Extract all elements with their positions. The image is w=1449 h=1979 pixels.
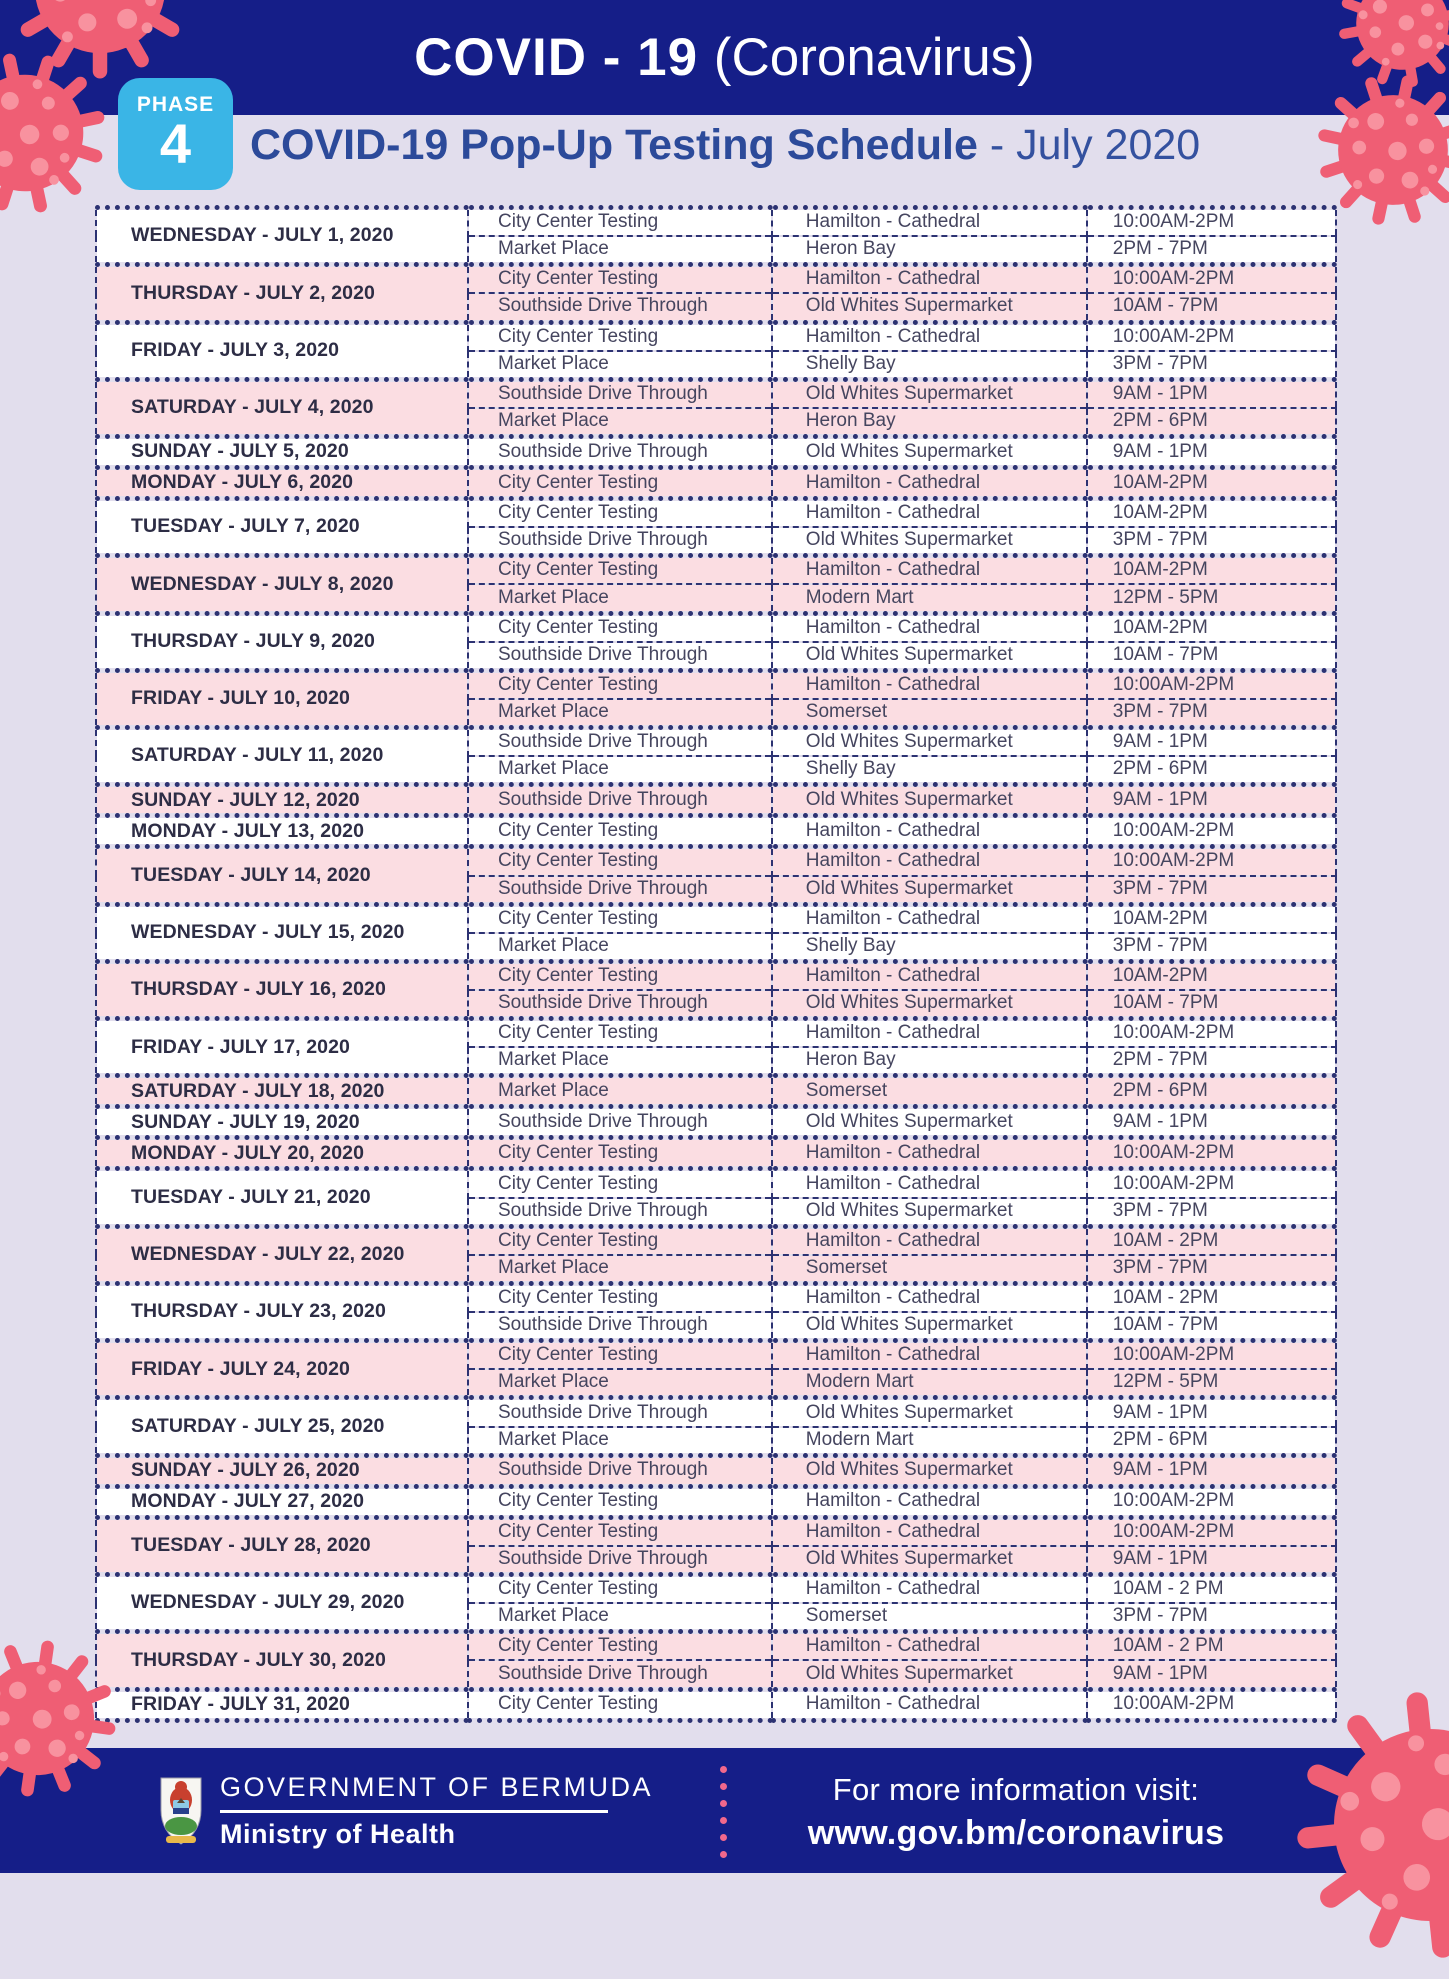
site-cell: Market Place: [468, 351, 772, 380]
site-cell: City Center Testing: [468, 670, 772, 699]
schedule-row: [96, 904, 1336, 933]
site-cell: Market Place: [468, 1603, 772, 1632]
site-cell: Southside Drive Through: [468, 437, 772, 468]
location-cell: Somerset: [772, 699, 1087, 728]
site-cell: Southside Drive Through: [468, 990, 772, 1019]
time-cell: 3PM - 7PM: [1087, 1603, 1336, 1632]
site-cell: Southside Drive Through: [468, 379, 772, 408]
schedule-row: [96, 322, 1336, 351]
site-cell: City Center Testing: [468, 1283, 772, 1312]
location-cell: Old Whites Supermarket: [772, 1455, 1087, 1486]
site-cell: Southside Drive Through: [468, 1455, 772, 1486]
location-cell: Modern Mart: [772, 584, 1087, 613]
time-cell: 9AM - 1PM: [1087, 437, 1336, 468]
date-cell: SATURDAY - JULY 4, 2020: [96, 379, 468, 436]
site-cell: City Center Testing: [468, 1138, 772, 1169]
site-cell: City Center Testing: [468, 556, 772, 585]
schedule-row: [96, 265, 1336, 294]
site-cell: City Center Testing: [468, 1019, 772, 1048]
time-cell: 3PM - 7PM: [1087, 876, 1336, 905]
time-cell: 10:00AM-2PM: [1087, 1689, 1336, 1720]
site-cell: Southside Drive Through: [468, 1398, 772, 1427]
schedule-title-period: - July 2020: [989, 121, 1201, 169]
location-cell: Old Whites Supermarket: [772, 1107, 1087, 1138]
date-cell: TUESDAY - JULY 21, 2020: [96, 1169, 468, 1226]
location-cell: Old Whites Supermarket: [772, 876, 1087, 905]
time-cell: 10:00AM-2PM: [1087, 208, 1336, 237]
time-cell: 2PM - 6PM: [1087, 1076, 1336, 1107]
site-cell: Market Place: [468, 584, 772, 613]
location-cell: Hamilton - Cathedral: [772, 1341, 1087, 1370]
date-cell: WEDNESDAY - JULY 22, 2020: [96, 1226, 468, 1283]
date-cell: SUNDAY - JULY 26, 2020: [96, 1455, 468, 1486]
time-cell: 10AM - 2 PM: [1087, 1575, 1336, 1604]
info-block: [760, 1772, 1272, 1853]
dotted-separator: [719, 1766, 727, 1858]
phase-label: PHASE: [136, 93, 215, 117]
schedule-row: [96, 208, 1336, 237]
schedule-row: [96, 379, 1336, 408]
schedule-row: [96, 437, 1336, 468]
date-cell: WEDNESDAY - JULY 8, 2020: [96, 556, 468, 613]
title-main: COVID - 19: [414, 28, 699, 87]
schedule-row: [96, 1575, 1336, 1604]
time-cell: 10AM - 7PM: [1087, 1312, 1336, 1341]
location-cell: Heron Bay: [772, 408, 1087, 437]
date-cell: FRIDAY - JULY 24, 2020: [96, 1341, 468, 1398]
location-cell: Hamilton - Cathedral: [772, 1689, 1087, 1720]
time-cell: 9AM - 1PM: [1087, 379, 1336, 408]
date-cell: TUESDAY - JULY 7, 2020: [96, 499, 468, 556]
site-cell: Southside Drive Through: [468, 1660, 772, 1689]
schedule-row: [96, 499, 1336, 528]
schedule-row: [96, 556, 1336, 585]
time-cell: 10AM-2PM: [1087, 556, 1336, 585]
time-cell: 9AM - 1PM: [1087, 1398, 1336, 1427]
date-cell: MONDAY - JULY 27, 2020: [96, 1486, 468, 1517]
schedule-title-main: COVID-19 Pop-Up Testing Schedule: [250, 121, 978, 169]
site-cell: City Center Testing: [468, 499, 772, 528]
info-url: www.gov.bm/coronavirus: [807, 1814, 1225, 1852]
date-cell: MONDAY - JULY 13, 2020: [96, 816, 468, 847]
date-cell: THURSDAY - JULY 2, 2020: [96, 265, 468, 322]
schedule-row: [96, 1019, 1336, 1048]
location-cell: Old Whites Supermarket: [772, 1546, 1087, 1575]
site-cell: City Center Testing: [468, 613, 772, 642]
schedule-row: [96, 670, 1336, 699]
location-cell: Hamilton - Cathedral: [772, 1169, 1087, 1198]
location-cell: Old Whites Supermarket: [772, 437, 1087, 468]
location-cell: Hamilton - Cathedral: [772, 499, 1087, 528]
site-cell: Southside Drive Through: [468, 1107, 772, 1138]
time-cell: 2PM - 6PM: [1087, 408, 1336, 437]
site-cell: City Center Testing: [468, 904, 772, 933]
time-cell: 2PM - 6PM: [1087, 1427, 1336, 1456]
time-cell: 10:00AM-2PM: [1087, 322, 1336, 351]
time-cell: 9AM - 1PM: [1087, 1660, 1336, 1689]
time-cell: 3PM - 7PM: [1087, 1255, 1336, 1284]
phase-number: 4: [159, 112, 192, 176]
schedule-row: [96, 1076, 1336, 1107]
ministry-name: Ministry of Health: [220, 1818, 456, 1849]
schedule-body: [96, 208, 1336, 1721]
date-cell: TUESDAY - JULY 14, 2020: [96, 847, 468, 904]
location-cell: Hamilton - Cathedral: [772, 816, 1087, 847]
location-cell: Hamilton - Cathedral: [772, 670, 1087, 699]
site-cell: Southside Drive Through: [468, 876, 772, 905]
time-cell: 10:00AM-2PM: [1087, 847, 1336, 876]
time-cell: 10:00AM-2PM: [1087, 816, 1336, 847]
date-cell: SATURDAY - JULY 18, 2020: [96, 1076, 468, 1107]
title-sub: (Coronavirus): [713, 28, 1035, 87]
page-title: [414, 27, 1035, 88]
time-cell: 10:00AM-2PM: [1087, 670, 1336, 699]
date-cell: SATURDAY - JULY 11, 2020: [96, 728, 468, 785]
site-cell: Southside Drive Through: [468, 728, 772, 757]
time-cell: 10AM-2PM: [1087, 961, 1336, 990]
location-cell: Hamilton - Cathedral: [772, 322, 1087, 351]
site-cell: City Center Testing: [468, 468, 772, 499]
location-cell: Old Whites Supermarket: [772, 379, 1087, 408]
time-cell: 10AM-2PM: [1087, 468, 1336, 499]
footer-divider: [220, 1810, 608, 1813]
site-cell: City Center Testing: [468, 1575, 772, 1604]
site-cell: Southside Drive Through: [468, 1546, 772, 1575]
location-cell: Old Whites Supermarket: [772, 1198, 1087, 1227]
location-cell: Hamilton - Cathedral: [772, 1486, 1087, 1517]
time-cell: 3PM - 7PM: [1087, 527, 1336, 556]
location-cell: Hamilton - Cathedral: [772, 847, 1087, 876]
date-cell: THURSDAY - JULY 30, 2020: [96, 1632, 468, 1689]
location-cell: Hamilton - Cathedral: [772, 1575, 1087, 1604]
schedule-row: [96, 1226, 1336, 1255]
schedule-row: [96, 1283, 1336, 1312]
location-cell: Old Whites Supermarket: [772, 1660, 1087, 1689]
time-cell: 10AM - 2PM: [1087, 1283, 1336, 1312]
time-cell: 10:00AM-2PM: [1087, 265, 1336, 294]
location-cell: Old Whites Supermarket: [772, 990, 1087, 1019]
time-cell: 9AM - 1PM: [1087, 1107, 1336, 1138]
date-cell: THURSDAY - JULY 9, 2020: [96, 613, 468, 670]
time-cell: 9AM - 1PM: [1087, 785, 1336, 816]
location-cell: Old Whites Supermarket: [772, 527, 1087, 556]
site-cell: Market Place: [468, 408, 772, 437]
site-cell: City Center Testing: [468, 1169, 772, 1198]
site-cell: Market Place: [468, 236, 772, 265]
date-cell: FRIDAY - JULY 31, 2020: [96, 1689, 468, 1720]
location-cell: Somerset: [772, 1603, 1087, 1632]
site-cell: Southside Drive Through: [468, 1198, 772, 1227]
time-cell: 10AM - 2PM: [1087, 1226, 1336, 1255]
info-prefix: For more information visit:: [832, 1772, 1200, 1807]
location-cell: Old Whites Supermarket: [772, 1398, 1087, 1427]
location-cell: Shelly Bay: [772, 756, 1087, 785]
site-cell: City Center Testing: [468, 816, 772, 847]
location-cell: Hamilton - Cathedral: [772, 1283, 1087, 1312]
location-cell: Hamilton - Cathedral: [772, 1226, 1087, 1255]
date-cell: SUNDAY - JULY 19, 2020: [96, 1107, 468, 1138]
site-cell: City Center Testing: [468, 1341, 772, 1370]
location-cell: Shelly Bay: [772, 351, 1087, 380]
site-cell: Market Place: [468, 1427, 772, 1456]
government-name: GOVERNMENT OF BERMUDA: [220, 1771, 654, 1802]
schedule-row: [96, 961, 1336, 990]
time-cell: 2PM - 7PM: [1087, 236, 1336, 265]
time-cell: 10AM-2PM: [1087, 499, 1336, 528]
time-cell: 10:00AM-2PM: [1087, 1517, 1336, 1546]
schedule-row: [96, 1341, 1336, 1370]
phase-badge: [118, 78, 233, 190]
location-cell: Hamilton - Cathedral: [772, 265, 1087, 294]
site-cell: Market Place: [468, 1076, 772, 1107]
site-cell: Southside Drive Through: [468, 642, 772, 671]
schedule-row: [96, 1486, 1336, 1517]
location-cell: Heron Bay: [772, 1047, 1087, 1076]
time-cell: 3PM - 7PM: [1087, 933, 1336, 962]
footer-band: [0, 1748, 1449, 1873]
date-cell: SUNDAY - JULY 12, 2020: [96, 785, 468, 816]
location-cell: Modern Mart: [772, 1369, 1087, 1398]
date-cell: WEDNESDAY - JULY 1, 2020: [96, 208, 468, 265]
schedule-row: [96, 816, 1336, 847]
time-cell: 3PM - 7PM: [1087, 699, 1336, 728]
site-cell: City Center Testing: [468, 961, 772, 990]
site-cell: Market Place: [468, 1047, 772, 1076]
time-cell: 3PM - 7PM: [1087, 1198, 1336, 1227]
site-cell: Market Place: [468, 1369, 772, 1398]
schedule-row: [96, 1398, 1336, 1427]
schedule-row: [96, 1689, 1336, 1720]
schedule-row: [96, 1455, 1336, 1486]
schedule-row: [96, 613, 1336, 642]
site-cell: City Center Testing: [468, 265, 772, 294]
site-cell: City Center Testing: [468, 1632, 772, 1661]
schedule-table: [95, 205, 1337, 1723]
date-cell: SATURDAY - JULY 25, 2020: [96, 1398, 468, 1455]
time-cell: 9AM - 1PM: [1087, 1455, 1336, 1486]
location-cell: Old Whites Supermarket: [772, 785, 1087, 816]
location-cell: Old Whites Supermarket: [772, 642, 1087, 671]
time-cell: 10AM - 7PM: [1087, 293, 1336, 322]
government-block: [158, 1748, 653, 1873]
time-cell: 10AM - 7PM: [1087, 990, 1336, 1019]
schedule-row: [96, 785, 1336, 816]
time-cell: 10AM - 7PM: [1087, 642, 1336, 671]
date-cell: FRIDAY - JULY 17, 2020: [96, 1019, 468, 1076]
date-cell: THURSDAY - JULY 23, 2020: [96, 1283, 468, 1340]
schedule-row: [96, 1517, 1336, 1546]
location-cell: Hamilton - Cathedral: [772, 1632, 1087, 1661]
time-cell: 10:00AM-2PM: [1087, 1019, 1336, 1048]
site-cell: City Center Testing: [468, 847, 772, 876]
schedule-title: [250, 121, 1200, 170]
bermuda-coat-of-arms-icon: [158, 1776, 204, 1846]
site-cell: Southside Drive Through: [468, 1312, 772, 1341]
site-cell: City Center Testing: [468, 1486, 772, 1517]
date-cell: FRIDAY - JULY 10, 2020: [96, 670, 468, 727]
location-cell: Hamilton - Cathedral: [772, 556, 1087, 585]
site-cell: Market Place: [468, 1255, 772, 1284]
date-cell: SUNDAY - JULY 5, 2020: [96, 437, 468, 468]
location-cell: Hamilton - Cathedral: [772, 208, 1087, 237]
location-cell: Hamilton - Cathedral: [772, 1517, 1087, 1546]
date-cell: TUESDAY - JULY 28, 2020: [96, 1517, 468, 1574]
location-cell: Hamilton - Cathedral: [772, 961, 1087, 990]
time-cell: 3PM - 7PM: [1087, 351, 1336, 380]
location-cell: Shelly Bay: [772, 933, 1087, 962]
site-cell: City Center Testing: [468, 208, 772, 237]
location-cell: Hamilton - Cathedral: [772, 904, 1087, 933]
time-cell: 10AM - 2 PM: [1087, 1632, 1336, 1661]
location-cell: Hamilton - Cathedral: [772, 1138, 1087, 1169]
time-cell: 2PM - 7PM: [1087, 1047, 1336, 1076]
date-cell: FRIDAY - JULY 3, 2020: [96, 322, 468, 379]
location-cell: Somerset: [772, 1076, 1087, 1107]
government-text: [220, 1772, 653, 1850]
schedule-row: [96, 468, 1336, 499]
site-cell: City Center Testing: [468, 1517, 772, 1546]
schedule-row: [96, 1107, 1336, 1138]
date-cell: THURSDAY - JULY 16, 2020: [96, 961, 468, 1018]
site-cell: Market Place: [468, 756, 772, 785]
time-cell: 9AM - 1PM: [1087, 1546, 1336, 1575]
time-cell: 2PM - 6PM: [1087, 756, 1336, 785]
location-cell: Old Whites Supermarket: [772, 1312, 1087, 1341]
time-cell: 10AM-2PM: [1087, 904, 1336, 933]
location-cell: Modern Mart: [772, 1427, 1087, 1456]
schedule-row: [96, 728, 1336, 757]
site-cell: City Center Testing: [468, 1226, 772, 1255]
site-cell: City Center Testing: [468, 322, 772, 351]
location-cell: Old Whites Supermarket: [772, 293, 1087, 322]
site-cell: Market Place: [468, 933, 772, 962]
time-cell: 10:00AM-2PM: [1087, 1486, 1336, 1517]
schedule-row: [96, 1169, 1336, 1198]
date-cell: MONDAY - JULY 20, 2020: [96, 1138, 468, 1169]
schedule-row: [96, 1138, 1336, 1169]
time-cell: 12PM - 5PM: [1087, 1369, 1336, 1398]
time-cell: 10:00AM-2PM: [1087, 1341, 1336, 1370]
schedule-table-wrap: [95, 205, 1337, 1723]
location-cell: Hamilton - Cathedral: [772, 1019, 1087, 1048]
site-cell: Southside Drive Through: [468, 527, 772, 556]
date-cell: WEDNESDAY - JULY 15, 2020: [96, 904, 468, 961]
schedule-row: [96, 847, 1336, 876]
site-cell: Southside Drive Through: [468, 785, 772, 816]
schedule-row: [96, 1632, 1336, 1661]
site-cell: City Center Testing: [468, 1689, 772, 1720]
time-cell: 10:00AM-2PM: [1087, 1138, 1336, 1169]
site-cell: Market Place: [468, 699, 772, 728]
location-cell: Old Whites Supermarket: [772, 728, 1087, 757]
site-cell: Southside Drive Through: [468, 293, 772, 322]
time-cell: 12PM - 5PM: [1087, 584, 1336, 613]
time-cell: 10AM-2PM: [1087, 613, 1336, 642]
time-cell: 10:00AM-2PM: [1087, 1169, 1336, 1198]
date-cell: WEDNESDAY - JULY 29, 2020: [96, 1575, 468, 1632]
time-cell: 9AM - 1PM: [1087, 728, 1336, 757]
location-cell: Heron Bay: [772, 236, 1087, 265]
date-cell: MONDAY - JULY 6, 2020: [96, 468, 468, 499]
location-cell: Hamilton - Cathedral: [772, 613, 1087, 642]
location-cell: Hamilton - Cathedral: [772, 468, 1087, 499]
location-cell: Somerset: [772, 1255, 1087, 1284]
